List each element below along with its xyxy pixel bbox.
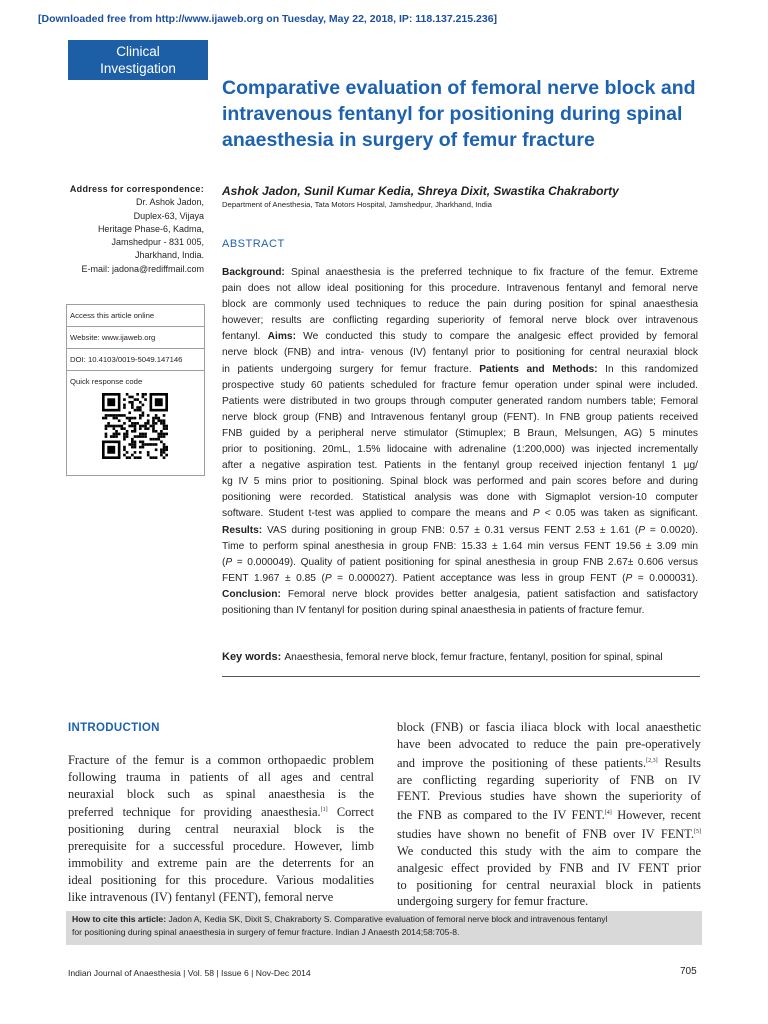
text-line bbox=[222, 281, 698, 297]
text-segment: Results: bbox=[222, 524, 267, 536]
text-segment: studies have shown no benefit of FNB over IV FENT. bbox=[397, 827, 694, 842]
text-segment: Time to perform spinal anesthesia in group FNB: 15.33 ± 1.64 min versus FENT 19.56 ± 3.09 min bbox=[222, 540, 698, 552]
correspondence-heading: Address for correspondence: bbox=[69, 184, 204, 194]
text-segment: Fracture of the femur is a common orthopaedic problem bbox=[68, 753, 374, 767]
text-segment: prior to positioning. 20mL, 1.5% lidocaine with adrenaline (1:200,000) was injected incrementally bbox=[222, 444, 698, 456]
text-line bbox=[397, 893, 701, 910]
citation-ref: [1] bbox=[320, 807, 328, 814]
address-line: Jamshedpur - 831 005, bbox=[111, 237, 204, 248]
text-segment: P bbox=[532, 508, 540, 520]
introduction-heading: INTRODUCTION bbox=[68, 722, 160, 734]
text-line bbox=[397, 736, 701, 753]
text-segment: positioning during central neuraxial block is the bbox=[68, 822, 374, 837]
text-line bbox=[397, 843, 701, 860]
text-segment: software. Student t-test was applied to compare the means and bbox=[222, 508, 533, 520]
address-line: Jharkhand, India. bbox=[134, 250, 204, 261]
text-segment: However, recent bbox=[611, 808, 701, 823]
citation-line bbox=[72, 913, 696, 926]
text-segment: P bbox=[638, 524, 646, 536]
abstract-heading: ABSTRACT bbox=[222, 238, 285, 250]
citation-line: for positioning during spinal anaesthesia in surgery of femur fracture. Indian J Anaesth 2014;58:705-8. bbox=[72, 926, 460, 937]
text-segment: FNB guided by a peripheral nerve stimulator (Stimuplex; B Braun, Melsungen, AG) 5 minutes bbox=[222, 427, 698, 439]
address-line: Dr. Ashok Jadon, bbox=[135, 197, 204, 208]
citation-ref: [5] bbox=[694, 829, 701, 836]
access-heading: Access this article online bbox=[67, 305, 204, 327]
text-line bbox=[222, 458, 698, 474]
text-segment: kg IV 5 mins prior to positioning. Spinal block was performed and pain scores before and during bbox=[222, 476, 698, 488]
qr-code-icon[interactable] bbox=[102, 393, 168, 459]
text-segment: = 0.000027). Patient acceptance was less in group FENT ( bbox=[331, 572, 626, 584]
title-line: intravenous fentanyl for positioning during spinal bbox=[222, 103, 683, 125]
email-line: E-mail: jadona@rediffmail.com bbox=[81, 263, 204, 274]
address-line: Duplex-63, Vijaya bbox=[133, 210, 204, 221]
text-line bbox=[222, 523, 698, 539]
text-segment: P bbox=[625, 572, 633, 584]
address-line: Heritage Phase-6, Kadma, bbox=[97, 223, 204, 234]
text-segment: Spinal anaesthesia is the preferred technique to fix fracture of the femur. Extreme bbox=[291, 267, 698, 278]
text-line bbox=[222, 362, 698, 378]
text-line bbox=[222, 603, 698, 619]
text-segment: undergoing surgery for femur fracture. bbox=[397, 894, 589, 909]
introduction-column-2 bbox=[397, 719, 701, 910]
text-segment: to positioning for central neuraxial block in patients bbox=[397, 877, 701, 892]
text-segment: Background: bbox=[222, 267, 292, 278]
journal-footer: Indian Journal of Anaesthesia | Vol. 58 | Issue 6 | Nov-Dec 2014 bbox=[68, 968, 311, 978]
title-line: anaesthesia in surgery of femur fracture bbox=[222, 129, 595, 151]
text-line bbox=[68, 821, 374, 838]
text-segment: Correct bbox=[327, 805, 374, 820]
text-segment: Femoral nerve block provides better analgesia, patient satisfaction and satisfactory bbox=[287, 588, 698, 600]
text-line bbox=[397, 824, 701, 843]
text-segment: and improve the positioning of these patients. bbox=[397, 755, 647, 770]
text-segment: following trauma in patients of all ages and central bbox=[68, 769, 374, 784]
doi-link[interactable]: DOI: 10.4103/0019-5049.147146 bbox=[67, 349, 204, 371]
text-line bbox=[222, 265, 698, 281]
text-segment: ideal positioning for this procedure. Various modalities bbox=[68, 872, 374, 887]
introduction-column-1 bbox=[68, 752, 374, 905]
text-line bbox=[222, 345, 698, 361]
citation-text: Jadon A, Kedia SK, Dixit S, Chakraborty S. Comparative evaluation of femoral nerve block and intravenous fentanyl bbox=[168, 914, 608, 924]
text-segment: = 0.0020). bbox=[645, 524, 698, 536]
text-segment: We conducted this study to compare the analgesic effect provided by femoral bbox=[303, 331, 699, 343]
text-line bbox=[68, 752, 374, 769]
text-segment: in patients undergoing surgery for femur fracture. bbox=[222, 363, 480, 375]
text-segment: have been advocated to reduce the pain pre-operatively bbox=[397, 736, 701, 751]
keywords bbox=[222, 651, 698, 663]
text-segment: positioning than IV fentanyl for position during spinal anaesthesia in patients of fracture femur. bbox=[222, 604, 645, 616]
text-segment: P bbox=[324, 572, 332, 584]
text-segment: prerequisite for a successful procedure. However, limb bbox=[68, 839, 374, 854]
text-segment: pain does not allow ideal positioning for this procedure. Intravenous fentanyl and femoral nerve bbox=[222, 283, 698, 295]
text-segment: analgesic effect provided by FNB and IV FENT prior bbox=[397, 860, 701, 875]
text-line bbox=[222, 313, 698, 329]
text-line bbox=[222, 571, 698, 587]
text-line bbox=[222, 474, 698, 490]
text-segment: like intravenous (IV) fentanyl (FENT), femoral nerve bbox=[68, 889, 334, 904]
text-segment: ( bbox=[222, 556, 226, 568]
website-link[interactable]: Website: www.ijaweb.org bbox=[67, 327, 204, 349]
download-note: [Downloaded free from http://www.ijaweb.org on Tuesday, May 22, 2018, IP: 118.137.215.236] bbox=[38, 13, 498, 25]
text-line bbox=[222, 329, 698, 345]
text-segment: Aims: bbox=[267, 331, 304, 343]
text-line bbox=[68, 786, 374, 803]
text-segment: FENT. Previous studies have shown the superiority of bbox=[397, 789, 701, 804]
citation-box bbox=[66, 911, 702, 945]
text-segment: We conducted this study with the aim to compare the bbox=[397, 843, 701, 858]
department: Department of Anesthesia, Tata Motors Hospital, Jamshedpur, Jharkhand, India bbox=[222, 200, 492, 209]
text-segment: Results bbox=[657, 755, 701, 770]
text-line bbox=[68, 889, 374, 906]
text-segment: nerve block (FNB) and intra- venous (IV) fentanyl prior to positioning for central neuraxial block bbox=[222, 347, 698, 359]
citation-label: How to cite this article: bbox=[72, 914, 169, 924]
text-line bbox=[68, 872, 374, 889]
article-type-badge bbox=[68, 40, 208, 80]
text-segment: neuraxial block such as spinal anaesthesia is the bbox=[68, 786, 374, 801]
citation-ref: [2,3] bbox=[646, 757, 658, 764]
text-line bbox=[397, 877, 701, 894]
keywords-text: Anaesthesia, femoral nerve block, femur fracture, fentanyl, position for spinal, spinal bbox=[284, 652, 663, 663]
text-segment: nerve block group (FNB) and Intravenous fentanyl group (FENT). In FNB group patients received bbox=[222, 411, 698, 423]
article-title bbox=[222, 75, 722, 153]
authors: Ashok Jadon, Sunil Kumar Kedia, Shreya Dixit, Swastika Chakraborty bbox=[222, 184, 619, 198]
page-number: 705 bbox=[680, 966, 697, 977]
text-segment: Patients and Methods: bbox=[479, 363, 606, 375]
text-line bbox=[397, 753, 701, 772]
text-line bbox=[397, 805, 701, 824]
text-line bbox=[397, 860, 701, 877]
text-segment: block are commonly used techniques to reduce the pain during position for spinal anaesthesia bbox=[222, 299, 698, 311]
text-line bbox=[222, 555, 698, 571]
text-segment: = 0.000049). Quality of patient positioning for spinal anesthesia in group FNB 2.67± 0.606 versus bbox=[232, 556, 698, 568]
text-line bbox=[222, 490, 698, 506]
keywords-label: Key words: bbox=[222, 651, 285, 663]
text-segment: VAS during positioning in group FNB: 0.57 ± 0.31 versus FENT 2.53 ± 1.61 ( bbox=[267, 524, 639, 536]
text-segment: preferred technique for providing anaesthesia. bbox=[68, 805, 321, 820]
qr-label: Quick response code bbox=[70, 377, 143, 386]
text-line bbox=[68, 855, 374, 872]
divider bbox=[222, 676, 700, 677]
text-segment: < 0.05 was taken as significant. bbox=[539, 508, 698, 520]
text-line bbox=[222, 410, 698, 426]
text-line bbox=[68, 769, 374, 786]
text-line bbox=[222, 378, 698, 394]
text-segment: P bbox=[225, 556, 233, 568]
text-line bbox=[222, 297, 698, 313]
text-line bbox=[68, 802, 374, 821]
text-line bbox=[222, 442, 698, 458]
correspondence-address bbox=[40, 183, 204, 276]
text-line bbox=[397, 788, 701, 805]
access-online-box bbox=[66, 304, 205, 476]
text-segment: after a negative aspiration test. Patients in the fentanyl group received injection fentanyl 1 μg/ bbox=[222, 460, 698, 472]
badge-line: Investigation bbox=[100, 61, 176, 76]
title-line: Comparative evaluation of femoral nerve block and bbox=[222, 77, 696, 99]
text-line bbox=[68, 838, 374, 855]
text-segment: immobility and extreme pain are the deterrents for an bbox=[68, 855, 374, 870]
text-segment: Patients were distributed in two groups through computer generated random numbers table; Femoral bbox=[222, 395, 698, 407]
text-line bbox=[222, 426, 698, 442]
text-segment: prospective study 60 patients scheduled for fracture femur operation under spinal were included. bbox=[222, 379, 698, 391]
text-segment: block (FNB) or fascia iliaca block with local anaesthetic bbox=[397, 720, 701, 734]
citation-ref: [4] bbox=[604, 810, 612, 817]
badge-line: Clinical bbox=[116, 44, 160, 59]
text-segment: = 0.000031). bbox=[632, 572, 698, 584]
abstract-body bbox=[222, 265, 698, 619]
text-segment: positioning were recorded. Statistical analysis was done with Sigmaplot version-10 computer bbox=[222, 492, 698, 504]
text-line bbox=[222, 587, 698, 603]
text-line bbox=[397, 772, 701, 789]
text-segment: Conclusion: bbox=[222, 588, 288, 600]
text-segment: however; results are conflicting regarding superiority of femoral nerve block over intravenous bbox=[222, 315, 698, 327]
text-line bbox=[222, 506, 698, 522]
text-line bbox=[222, 539, 698, 555]
text-segment: FENT 1.967 ± 0.85 ( bbox=[222, 572, 325, 584]
text-segment: In this randomized bbox=[605, 363, 698, 375]
text-segment: the FNB as compared to the IV FENT. bbox=[397, 808, 605, 823]
text-line bbox=[222, 394, 698, 410]
text-segment: fentanyl. bbox=[222, 331, 268, 343]
text-line bbox=[397, 719, 701, 736]
text-segment: are conflicting regarding superiority of FNB on IV bbox=[397, 772, 701, 787]
